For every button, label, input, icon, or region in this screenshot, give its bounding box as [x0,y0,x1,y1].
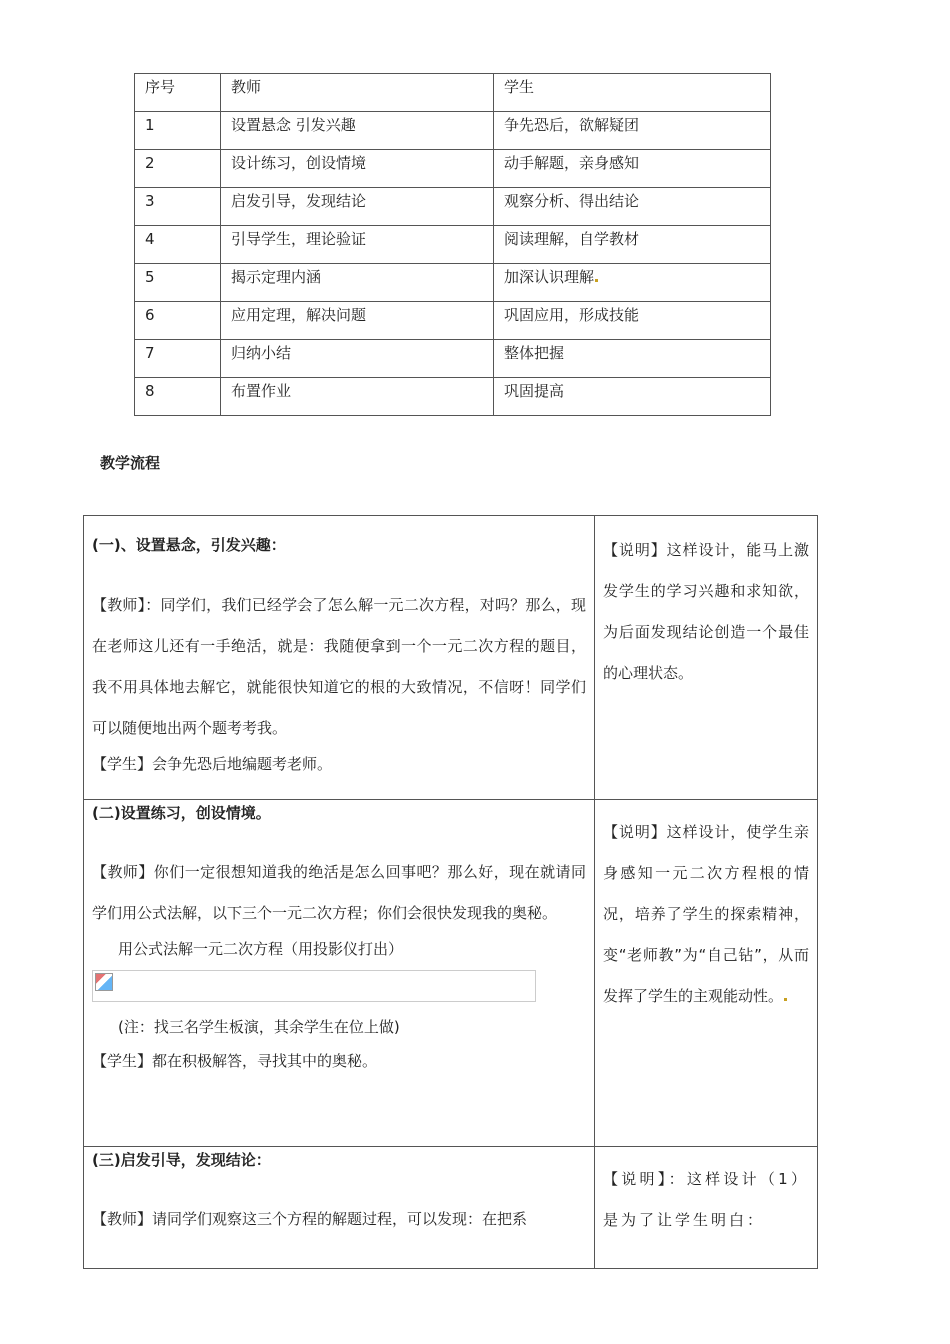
exercise-text: 用公式法解一元二次方程（用投影仪打出） [118,940,404,958]
table-cell: 4 [135,226,221,264]
table-cell: 应用定理，解决问题 [221,302,494,340]
table-row [135,302,771,340]
table-cell [494,264,771,302]
table-cell: 阅读理解，自学教材 [494,226,771,264]
dot-mark [595,279,598,282]
table-cell: 巩固应用，形成技能 [494,302,771,340]
table-cell: 整体把握 [494,340,771,378]
table-row [135,378,771,416]
table-cell: 3 [135,188,221,226]
header-cell: 序号 [135,74,221,112]
table-cell: 动手解题，亲身感知 [494,150,771,188]
note-body: 【说明】这样设计，使学生亲身感知一元二次方程根的情况，培养了学生的探索精神，变“老师教”为“自己钻”，从而发挥了学生的主观能动性。 [603,823,809,1005]
flow-note-cell [595,516,818,800]
table-cell: 6 [135,302,221,340]
cell-text: 加深认识理解 [504,268,595,286]
table-row [135,188,771,226]
table-cell: 归纳小结 [221,340,494,378]
table-header-row [135,74,771,112]
table-row [135,264,771,302]
table-row [135,226,771,264]
table-cell: 引导学生，理论验证 [221,226,494,264]
table-row [135,112,771,150]
flow-row-1 [84,516,818,800]
table-row [135,150,771,188]
table-cell: 启发引导，发现结论 [221,188,494,226]
section-title: (二)设置练习，创设情境。 [92,804,271,822]
header-cell: 教师 [221,74,494,112]
flow-table [83,515,818,1269]
flow-row-2 [84,800,818,1147]
remark-text: (注：找三名学生板演，其余学生在位上做) [118,1018,400,1036]
flow-main-cell [84,800,595,1147]
broken-image-icon [95,973,113,991]
table-cell: 布置作业 [221,378,494,416]
table-row [135,340,771,378]
overview-table [134,73,771,416]
table-cell: 争先恐后，欲解疑团 [494,112,771,150]
note-text: 【说明】：这样设计（1）是为了让学生明白： [603,1170,809,1229]
table-cell: 5 [135,264,221,302]
table-cell: 巩固提高 [494,378,771,416]
table-cell: 设置悬念 引发兴趣 [221,112,494,150]
table-cell: 8 [135,378,221,416]
teacher-text: 【教师】请同学们观察这三个方程的解题过程，可以发现：在把系 [92,1210,528,1228]
student-text: 【学生】都在积极解答，寻找其中的奥秘。 [92,1052,378,1070]
flow-note-cell [595,1147,818,1269]
note-text: 【说明】这样设计，能马上激发学生的学习兴趣和求知欲，为后面发现结论创造一个最佳的心理状态。 [603,541,809,682]
note-text [603,812,809,1017]
dot-mark [784,998,787,1001]
flow-row-3 [84,1147,818,1269]
section-title: (三)启发引导，发现结论： [92,1151,271,1169]
flow-heading: 教学流程 [100,454,161,472]
table-cell: 2 [135,150,221,188]
table-cell: 揭示定理内涵 [221,264,494,302]
table-cell: 1 [135,112,221,150]
section-title: (一)、设置悬念，引发兴趣： [92,536,286,554]
teacher-text: 【教师】：同学们，我们已经学会了怎么解一元二次方程，对吗？那么，现在老师这儿还有一手绝活，就是：我随便拿到一个一元二次方程的题目，我不用具体地去解它，就能很快知道它的根的大致情况，不信呀！同学们可以随便地出两个题考考我。 [92,596,586,737]
flow-main-cell [84,516,595,800]
student-text: 【学生】会争先恐后地编题考老师。 [92,755,333,773]
flow-note-cell [595,800,818,1147]
teacher-text: 【教师】你们一定很想知道我的绝活是怎么回事吧？那么好，现在就请同学们用公式法解，以下三个一元二次方程；你们会很快发现我的奥秘。 [92,863,586,922]
projector-image-placeholder [92,970,536,1002]
header-cell: 学生 [494,74,771,112]
flow-main-cell [84,1147,595,1269]
table-cell: 观察分析、得出结论 [494,188,771,226]
table-cell: 7 [135,340,221,378]
table-cell: 设计练习，创设情境 [221,150,494,188]
